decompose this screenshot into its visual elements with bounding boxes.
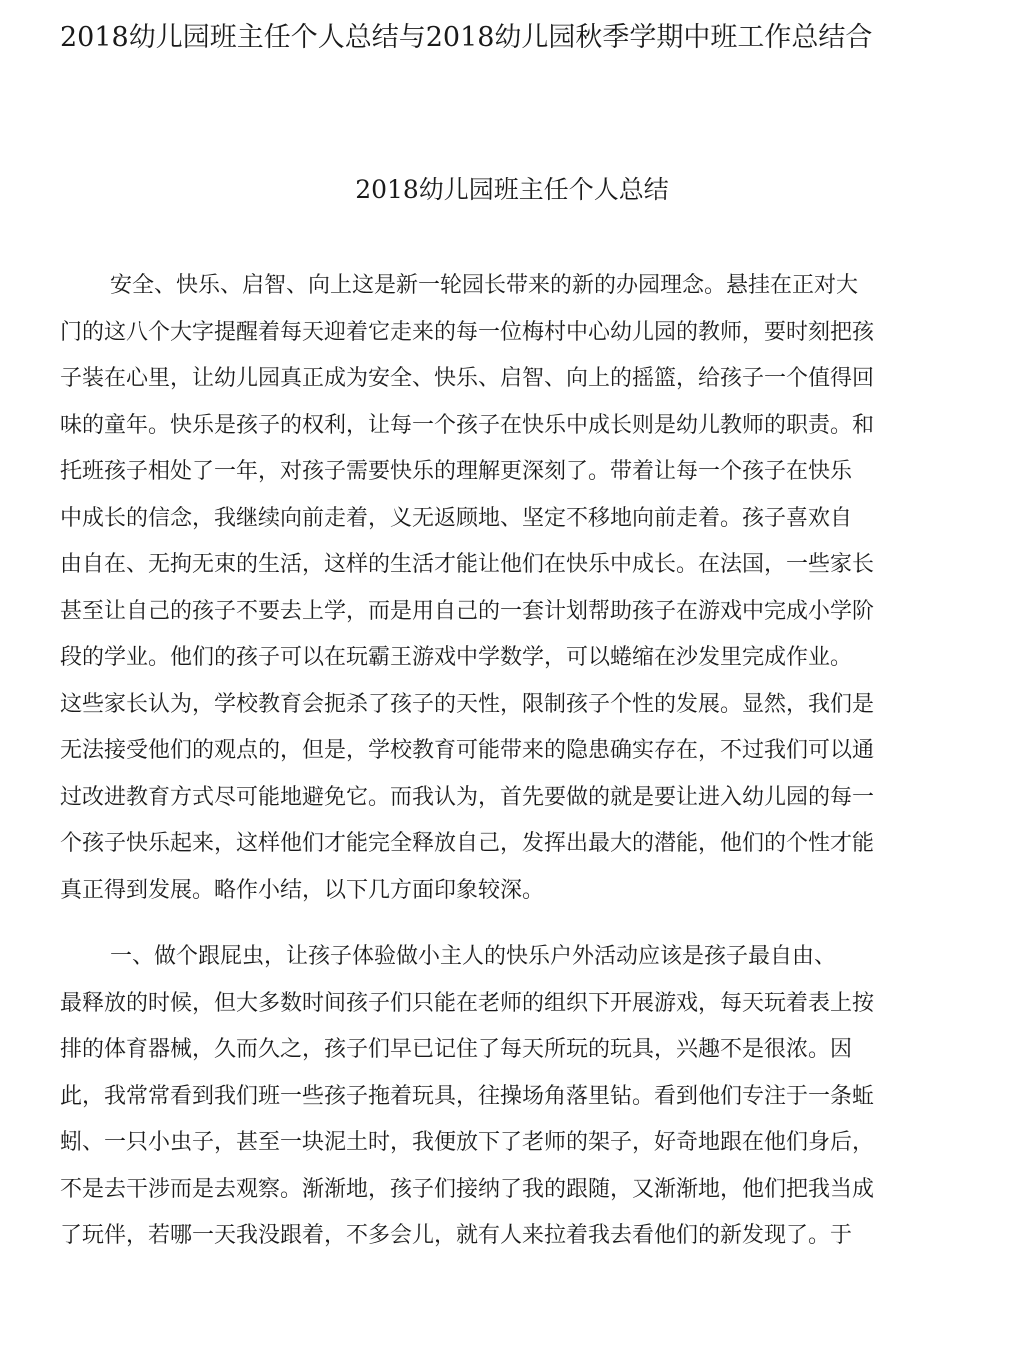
- paragraph-line: 中成长的信念，我继续向前走着，义无返顾地、坚定不移地向前走着。孩子喜欢自: [60, 505, 853, 531]
- paragraph-line: 安全、快乐、启智、向上这是新一轮园长带来的新的办园理念。悬挂在正对大: [110, 273, 859, 298]
- paragraph-line: 排的体育器械，久而久之，孩子们早已记住了每天所玩的玩具，兴趣不是很浓。因: [60, 1037, 853, 1062]
- paragraph-line: 不是去干涉而是去观察。渐渐地，孩子们接纳了我的跟随，又渐渐地，他们把我当成: [60, 1176, 875, 1202]
- paragraph-line: 此，我常常看到我们班一些孩子拖着玩具，往操场角落里钻。看到他们专注于一条蚯: [60, 1083, 875, 1109]
- paragraph-line: 子装在心里，让幼儿园真正成为安全、快乐、启智、向上的摇篮，给孩子一个值得回: [60, 366, 875, 391]
- section-title: 2018幼儿园班主任个人总结: [355, 175, 669, 204]
- paragraph-line: 真正得到发展。略作小结，以下几方面印象较深。: [60, 877, 545, 903]
- paragraph-line: 由自在、无拘无束的生活，这样的生活才能让他们在快乐中成长。在法国，一些家长: [60, 552, 875, 577]
- paragraph-line: 蚓、一只小虫子，甚至一块泥土时，我便放下了老师的架子，好奇地跟在他们身后，: [60, 1130, 875, 1155]
- paragraph-line: 了玩伴，若哪一天我没跟着，不多会儿，就有人来拉着我去看他们的新发现了。于: [60, 1223, 853, 1248]
- paragraph-line: 过改进教育方式尽可能地避免它。而我认为，首先要做的就是要让进入幼儿园的每一: [60, 784, 875, 810]
- paragraph-line: 个孩子快乐起来，这样他们才能完全释放自己，发挥出最大的潜能，他们的个性才能: [60, 831, 875, 856]
- paragraph-line: 托班孩子相处了一年，对孩子需要快乐的理解更深刻了。带着让每一个孩子在快乐: [60, 459, 853, 484]
- paragraph-line: 甚至让自己的孩子不要去上学，而是用自己的一套计划帮助孩子在游戏中完成小学阶: [60, 598, 875, 624]
- paragraph-2: [60, 934, 922, 1260]
- paragraph-1: [60, 263, 922, 914]
- paragraph-line: 这些家长认为，学校教育会扼杀了孩子的天性，限制孩子个性的发展。显然，我们是: [60, 691, 875, 717]
- paragraph-line: 段的学业。他们的孩子可以在玩霸王游戏中学数学，可以蜷缩在沙发里完成作业。: [60, 645, 853, 670]
- paragraph-line: 门的这八个大字提醒着每天迎着它走来的每一位梅村中心幼儿园的教师，要时刻把孩: [60, 319, 875, 345]
- paragraph-line: 味的童年。快乐是孩子的权利，让每一个孩子在快乐中成长则是幼儿教师的职责。和: [60, 412, 875, 438]
- paragraph-line: 最释放的时候，但大多数时间孩子们只能在老师的组织下开展游戏，每天玩着表上按: [60, 990, 875, 1016]
- document-title: 2018幼儿园班主任个人总结与2018幼儿园秋季学期中班工作总结合: [60, 22, 873, 53]
- paragraph-line: 无法接受他们的观点的，但是，学校教育可能带来的隐患确实存在，不过我们可以通: [60, 738, 875, 763]
- paragraph-line: 一、做个跟屁虫，让孩子体验做小主人的快乐户外活动应该是孩子最自由、: [110, 944, 837, 969]
